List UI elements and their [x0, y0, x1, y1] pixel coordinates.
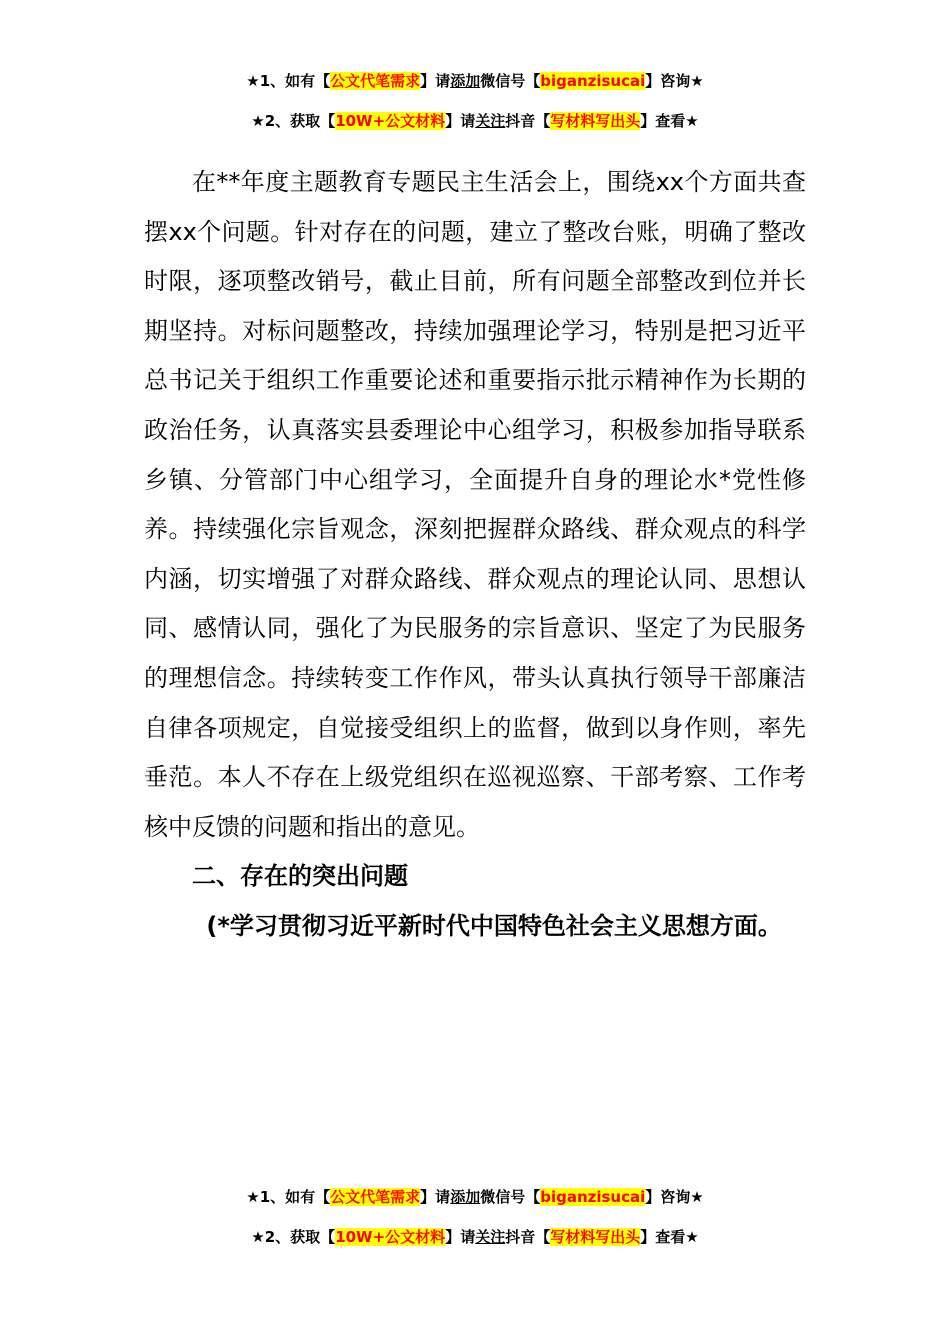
highlight-materials: 10W+公文材料 — [335, 1228, 446, 1246]
underlined-follow: 关注 — [475, 1228, 506, 1246]
banner-text: ★2、获取【 — [251, 112, 336, 130]
highlight-wechat-id: biganzisucai — [540, 72, 646, 90]
banner-text: 】请 — [420, 72, 451, 90]
banner-text: ★1、如有【 — [246, 1188, 331, 1206]
highlight-douyin-account: 写材料写出头 — [550, 112, 641, 130]
banner-text: 】请 — [445, 1228, 476, 1246]
underlined-follow: 关注 — [475, 112, 506, 130]
banner-text: 抖音【 — [505, 112, 551, 130]
banner-text: 】咨询★ — [645, 1188, 704, 1206]
footer-banner-line-2 — [0, 1226, 950, 1248]
header-banner-line-2 — [0, 110, 950, 132]
banner-text: 微信号【 — [480, 1188, 541, 1206]
banner-text: 】咨询★ — [645, 72, 704, 90]
section-heading: 二、存在的突出问题 — [192, 862, 408, 891]
header-banner-line-1 — [0, 70, 950, 92]
banner-text: 】查看★ — [640, 112, 699, 130]
highlight-wechat-id: biganzisucai — [540, 1188, 646, 1206]
highlight-service: 公文代笔需求 — [330, 72, 421, 90]
banner-text: ★2、获取【 — [251, 1228, 336, 1246]
banner-text: 抖音【 — [505, 1228, 551, 1246]
highlight-service: 公文代笔需求 — [330, 1188, 421, 1206]
banner-text: 】请 — [420, 1188, 451, 1206]
highlight-materials: 10W+公文材料 — [335, 112, 446, 130]
footer-banner-line-1 — [0, 1186, 950, 1208]
underlined-add: 添加 — [450, 1188, 481, 1206]
banner-text: 】请 — [445, 112, 476, 130]
body-paragraph: 在**年度主题教育专题民主生活会上，围绕xx个方面共查摆xx个问题。针对存在的问题，建立了整改台账，明确了整改时限，逐项整改销号，截止目前，所有问题全部整改到位并长期坚持。对标问题整改，持续加强理论学习，特别是把习近平总书记关于组织工作重要论述和重要指示批示精神作为长期的政治任务，认真落实县委理论中心组学习，积极参加指导联系乡镇、分管部门中心组学习，全面提升自身的理论水*党性修养。持续强化宗旨观念，深刻把握群众路线、群众观点的科学内涵，切实增强了对群众路线、群众观点的理论认同、思想认同、感情认同，强化了为民服务的宗旨意识、坚定了为民服务的理想信念。持续转变工作作风，带头认真执行领导干部廉洁自律各项规定，自觉接受组织上的监督，做到以身作则，率先垂范。本人不存在上级党组织在巡视巡察、干部考察、工作考核中反馈的问题和指出的意见。 — [144, 168, 806, 841]
document-body — [144, 158, 806, 952]
banner-text: 微信号【 — [480, 72, 541, 90]
banner-text: 】查看★ — [640, 1228, 699, 1246]
highlight-douyin-account: 写材料写出头 — [550, 1228, 641, 1246]
underlined-add: 添加 — [450, 72, 481, 90]
subsection-heading: (*学习贯彻习近平新时代中国特色社会主义思想方面。 — [206, 911, 782, 940]
banner-text: ★1、如有【 — [246, 72, 331, 90]
